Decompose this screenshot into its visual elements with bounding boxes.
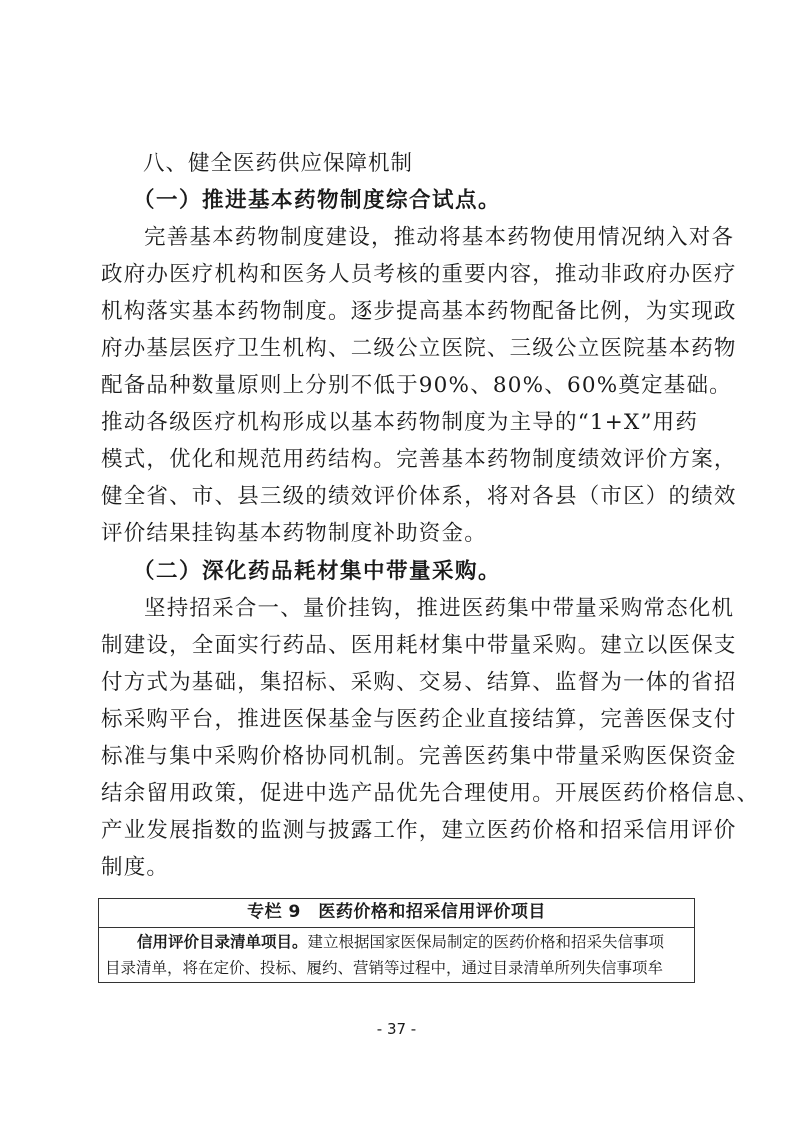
section-heading: 八、健全医药供应保障机制 bbox=[143, 151, 414, 176]
feature-item-text: 建立根据国家医保局制定的医药价格和招采失信事项 bbox=[307, 933, 665, 951]
paragraph-line: 标采购平台，推进医保基金与医药企业直接结算，完善医保支付 bbox=[101, 707, 737, 732]
feature-item-lead: 信用评价目录清单项目。 bbox=[137, 933, 308, 951]
subsection-heading-1: （一）推进基本药物制度综合试点。 bbox=[133, 188, 502, 213]
paragraph-line: 政府办医疗机构和医务人员考核的重要内容，推动非政府办医疗 bbox=[101, 262, 737, 287]
paragraph-line: 完善基本药物制度建设，推动将基本药物使用情况纳入对各 bbox=[144, 225, 735, 250]
paragraph-line: 制度。 bbox=[101, 855, 170, 880]
paragraph-line: 健全省、市、县三级的绩效评价体系，将对各县（市区）的绩效 bbox=[101, 484, 737, 509]
feature-box-line bbox=[99, 929, 694, 955]
paragraph-line: 机构落实基本药物制度。逐步提高基本药物配备比例，为实现政 bbox=[101, 299, 737, 324]
paragraph-line: 府办基层医疗卫生机构、二级公立医院、三级公立医院基本药物 bbox=[101, 336, 737, 361]
paragraph-line: 结余留用政策，促进中选产品优先合理使用。开展医药价格信息、 bbox=[101, 781, 760, 806]
paragraph-line: 付方式为基础，集招标、采购、交易、结算、监督为一体的省招 bbox=[101, 670, 737, 695]
paragraph-line: 产业发展指数的监测与披露工作，建立医药价格和招采信用评价 bbox=[101, 818, 737, 843]
feature-box-line: 目录清单，将在定价、投标、履约、营销等过程中，通过目录清单所列失信事项牟 bbox=[105, 959, 664, 977]
paragraph-line: 推动各级医疗机构形成以基本药物制度为主导的“1+X”用药 bbox=[101, 410, 699, 435]
subsection-heading-2: （二）深化药品耗材集中带量采购。 bbox=[133, 559, 502, 584]
paragraph-line: 配备品种数量原则上分别不低于90%、80%、60%奠定基础。 bbox=[101, 373, 732, 398]
paragraph-line: 坚持招采合一、量价挂钩，推进医药集中带量采购常态化机 bbox=[144, 596, 735, 621]
feature-box bbox=[98, 898, 695, 983]
paragraph-line: 制建设，全面实行药品、医用耗材集中带量采购。建立以医保支 bbox=[101, 633, 737, 658]
page-number: - 37 - bbox=[376, 1020, 417, 1038]
feature-box-title: 专栏 9 医药价格和招采信用评价项目 bbox=[99, 899, 694, 928]
paragraph-line: 模式，优化和规范用药结构。完善基本药物制度绩效评价方案， bbox=[101, 447, 737, 472]
paragraph-line: 标准与集中采购价格协同机制。完善医药集中带量采购医保资金 bbox=[101, 744, 737, 769]
paragraph-line: 评价结果挂钩基本药物制度补助资金。 bbox=[101, 521, 487, 546]
